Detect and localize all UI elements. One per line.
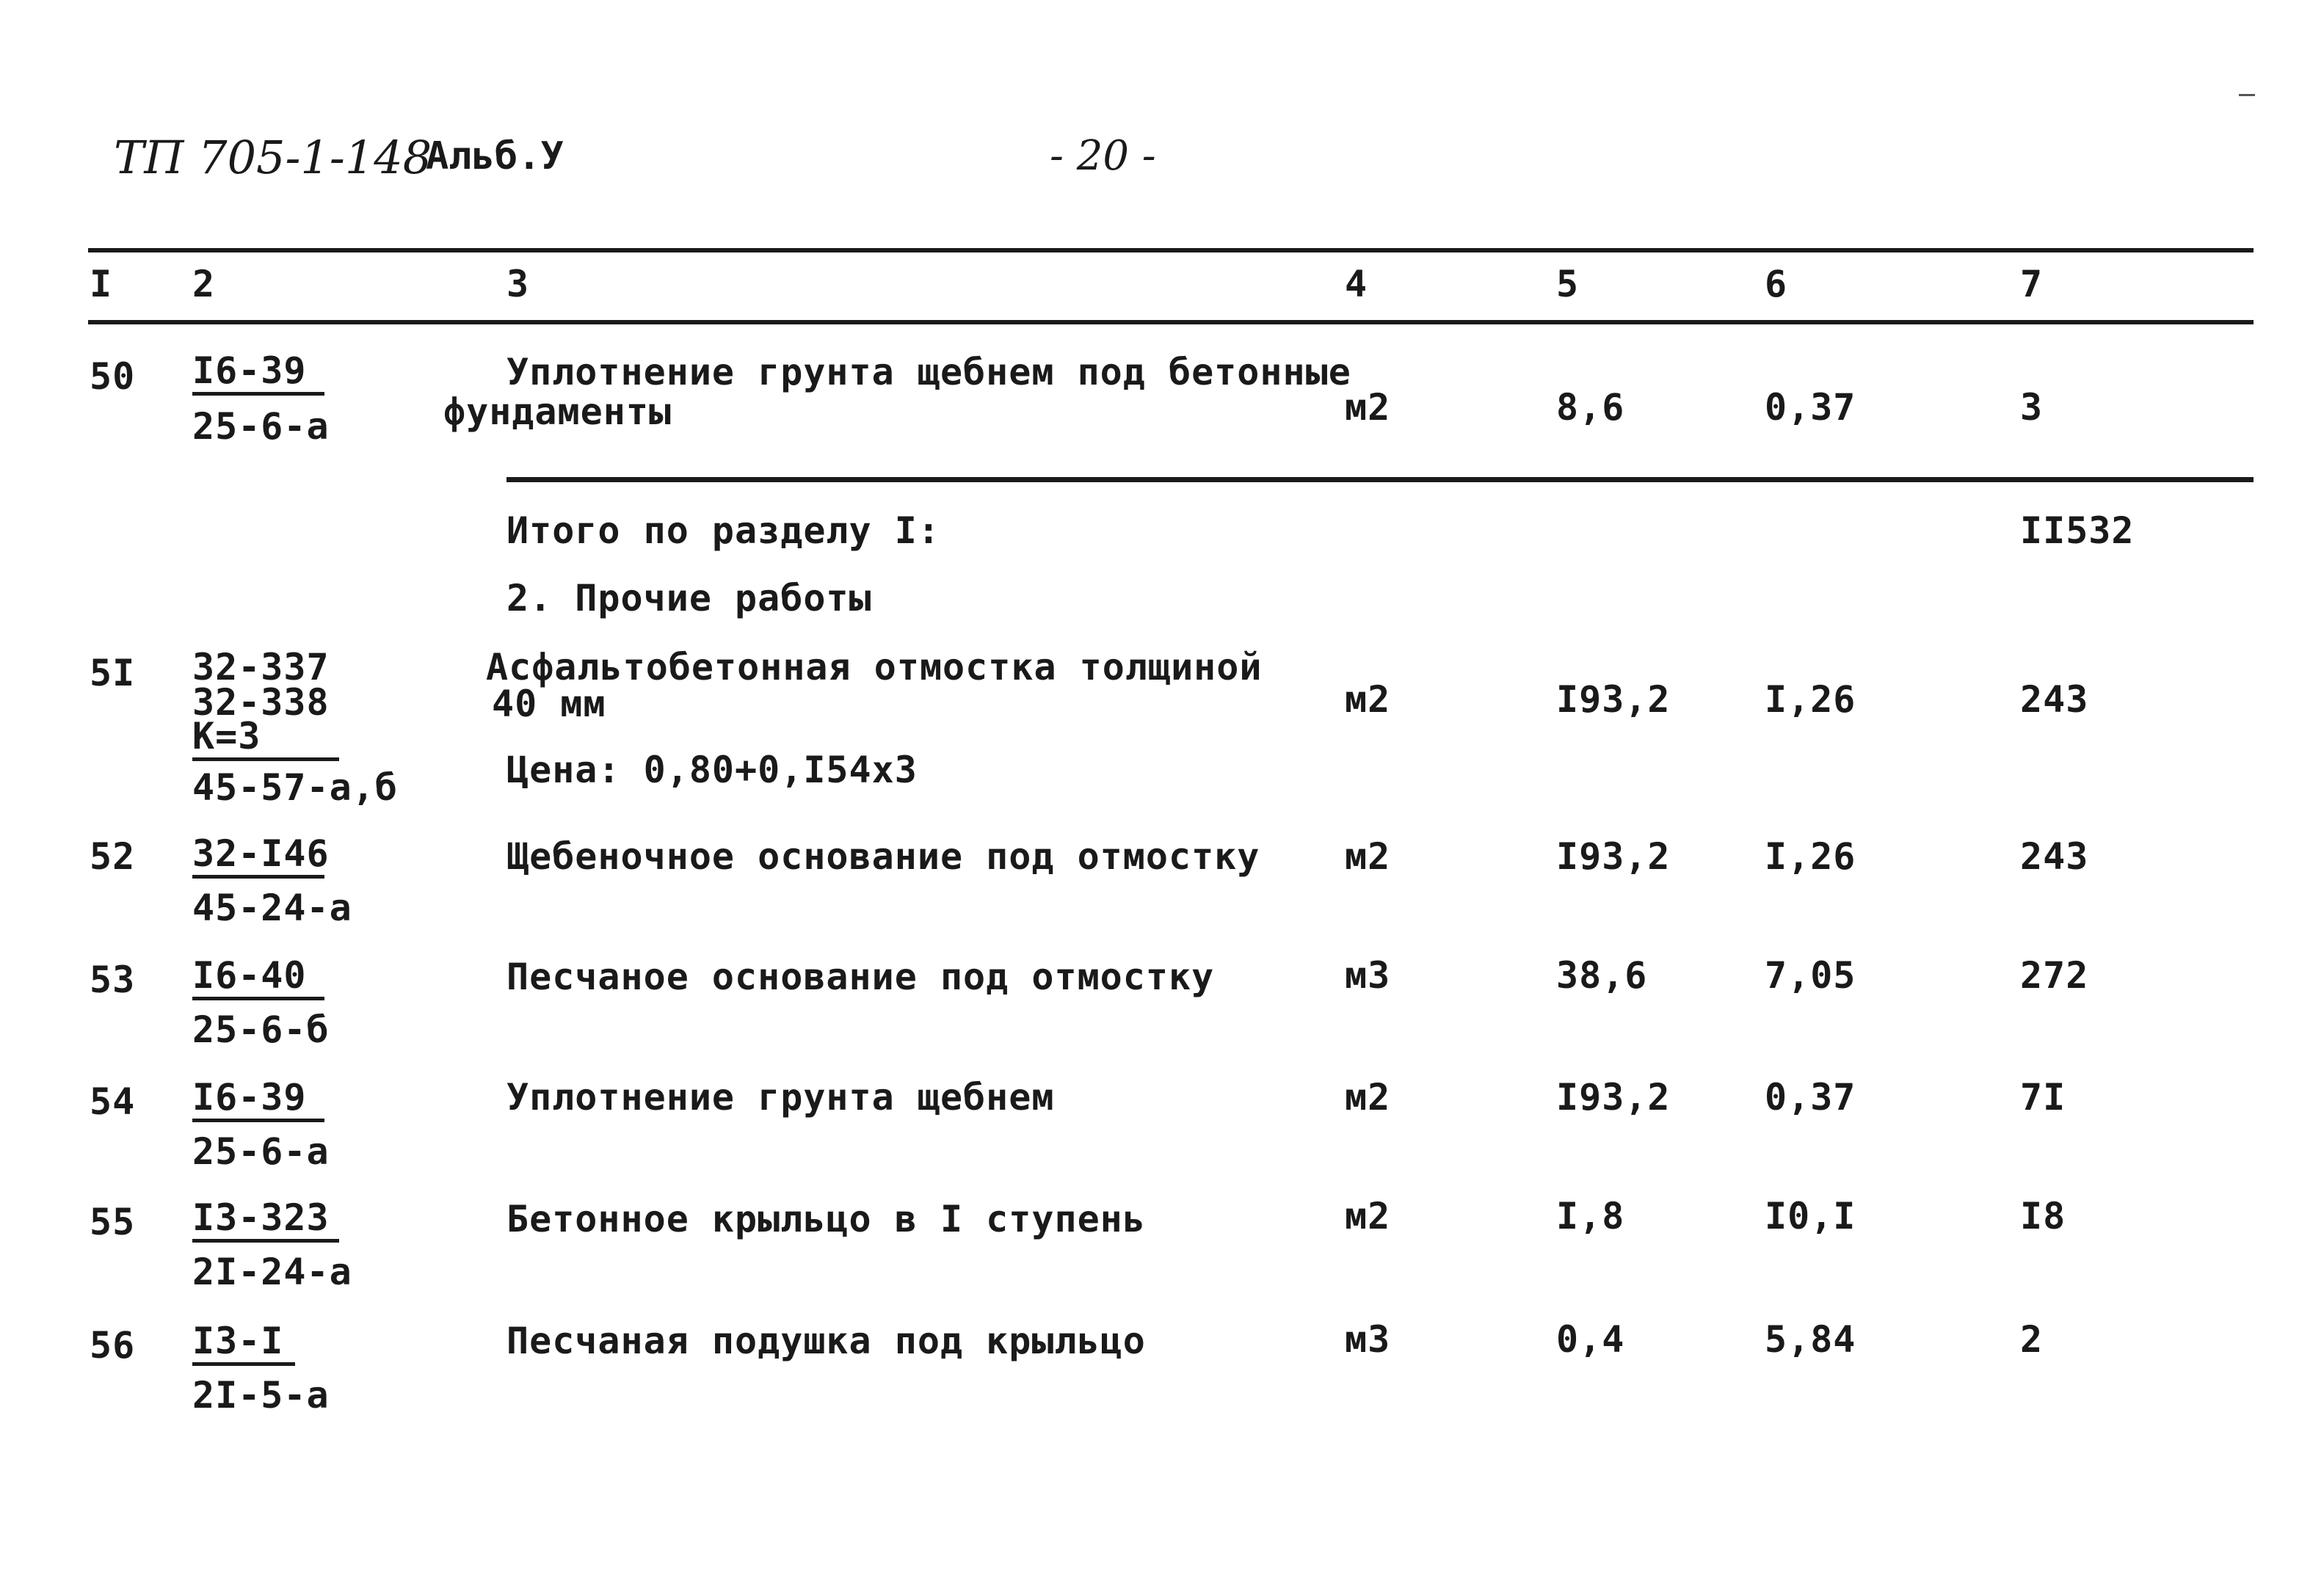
row-description: Уплотнение грунта щебнем <box>506 1076 1055 1119</box>
row-code-bottom: 2I-5-а <box>192 1374 330 1417</box>
table-header-rule <box>88 320 2254 324</box>
row-price: 0,37 <box>1765 386 1856 429</box>
row-number: 50 <box>90 355 136 398</box>
page-number: - 20 - <box>1050 132 1156 180</box>
row-price: 0,37 <box>1765 1076 1856 1119</box>
subtotal-rule <box>506 477 2254 482</box>
row-description-continued: 40 мм <box>492 683 606 725</box>
document-code: ТП 705-1-148 <box>114 131 432 184</box>
row-code-line: 32-337 <box>192 646 330 688</box>
column-header-3: 3 <box>506 263 530 305</box>
row-code <box>192 349 324 396</box>
row-code-bottom: 2I-24-а <box>192 1251 352 1293</box>
code-top: I6-40 <box>192 957 324 1000</box>
column-header-4: 4 <box>1345 263 1368 305</box>
row-description: Бетонное крыльцо в I ступень <box>506 1198 1146 1240</box>
row-number: 53 <box>90 959 136 1001</box>
row-unit: м2 <box>1345 835 1391 878</box>
row-number: 5I <box>90 652 136 694</box>
subtotal-label: Итого по разделу I: <box>506 509 940 552</box>
row-description: Уплотнение грунта щебнем под бетонные <box>506 351 1351 393</box>
row-price: 5,84 <box>1765 1318 1856 1361</box>
row-description: Песчаное основание под отмостку <box>506 956 1215 998</box>
row-description: Песчаная подушка под крыльцо <box>506 1320 1146 1362</box>
column-header-7: 7 <box>2020 263 2044 305</box>
row-code <box>192 832 330 879</box>
row-total: 272 <box>2020 954 2089 997</box>
row-quantity: I93,2 <box>1556 678 1671 721</box>
row-code-bottom: 25-6-а <box>192 1130 330 1173</box>
row-code <box>192 954 324 1000</box>
row-unit: м3 <box>1345 1318 1391 1361</box>
row-code <box>192 1320 295 1366</box>
row-code <box>192 1076 324 1122</box>
corner-mark <box>2239 94 2255 96</box>
row-total: 7I <box>2020 1076 2066 1119</box>
coefficient: К=3 <box>192 718 339 761</box>
code-top: 32-I46 <box>192 835 324 879</box>
row-quantity: 0,4 <box>1556 1318 1625 1361</box>
row-code <box>192 715 339 761</box>
code-top: I3-I <box>192 1323 295 1366</box>
row-code-line: 32-338 <box>192 681 330 724</box>
price-note: Цена: 0,80+0,I54х3 <box>506 749 918 791</box>
column-header-5: 5 <box>1556 263 1580 305</box>
row-total: 3 <box>2020 386 2044 429</box>
column-header-6: 6 <box>1765 263 1788 305</box>
row-price: I,26 <box>1765 835 1856 878</box>
row-quantity: 8,6 <box>1556 386 1625 429</box>
row-code-bottom: 45-24-а <box>192 887 352 929</box>
row-unit: м2 <box>1345 386 1391 429</box>
row-number: 54 <box>90 1080 136 1123</box>
row-description-continued: фундаменты <box>443 390 672 433</box>
row-description: Асфальтобетонная отмостка толщиной <box>486 646 1263 688</box>
album-label: Альб.У <box>426 134 564 178</box>
row-total: I8 <box>2020 1195 2066 1237</box>
row-quantity: I93,2 <box>1556 835 1671 878</box>
row-total: 243 <box>2020 678 2089 721</box>
row-unit: м2 <box>1345 678 1391 721</box>
subtotal-value: II532 <box>2020 509 2135 552</box>
row-total: 2 <box>2020 1318 2044 1361</box>
row-number: 52 <box>90 835 136 878</box>
row-price: 7,05 <box>1765 954 1856 997</box>
row-number: 56 <box>90 1324 136 1367</box>
column-header-1: I <box>90 263 113 305</box>
row-unit: м2 <box>1345 1076 1391 1119</box>
row-code-bottom: 25-6-б <box>192 1008 330 1051</box>
row-price: I0,I <box>1765 1195 1856 1237</box>
row-quantity: I,8 <box>1556 1195 1625 1237</box>
row-code <box>192 1196 339 1243</box>
row-code-bottom: 25-6-а <box>192 405 330 448</box>
row-total: 243 <box>2020 835 2089 878</box>
code-top: I6-39 <box>192 1079 324 1122</box>
code-top: I6-39 <box>192 352 324 396</box>
row-price: I,26 <box>1765 678 1856 721</box>
row-unit: м2 <box>1345 1195 1391 1237</box>
row-unit: м3 <box>1345 954 1391 997</box>
column-header-2: 2 <box>192 263 216 305</box>
row-quantity: I93,2 <box>1556 1076 1671 1119</box>
row-description: Щебеночное основание под отмостку <box>506 835 1260 878</box>
row-quantity: 38,6 <box>1556 954 1648 997</box>
table-top-rule <box>88 248 2254 252</box>
row-code-bottom: 45-57-а,б <box>192 766 398 809</box>
section-title: 2. Прочие работы <box>506 577 872 619</box>
code-top: I3-323 <box>192 1199 339 1243</box>
row-number: 55 <box>90 1201 136 1243</box>
